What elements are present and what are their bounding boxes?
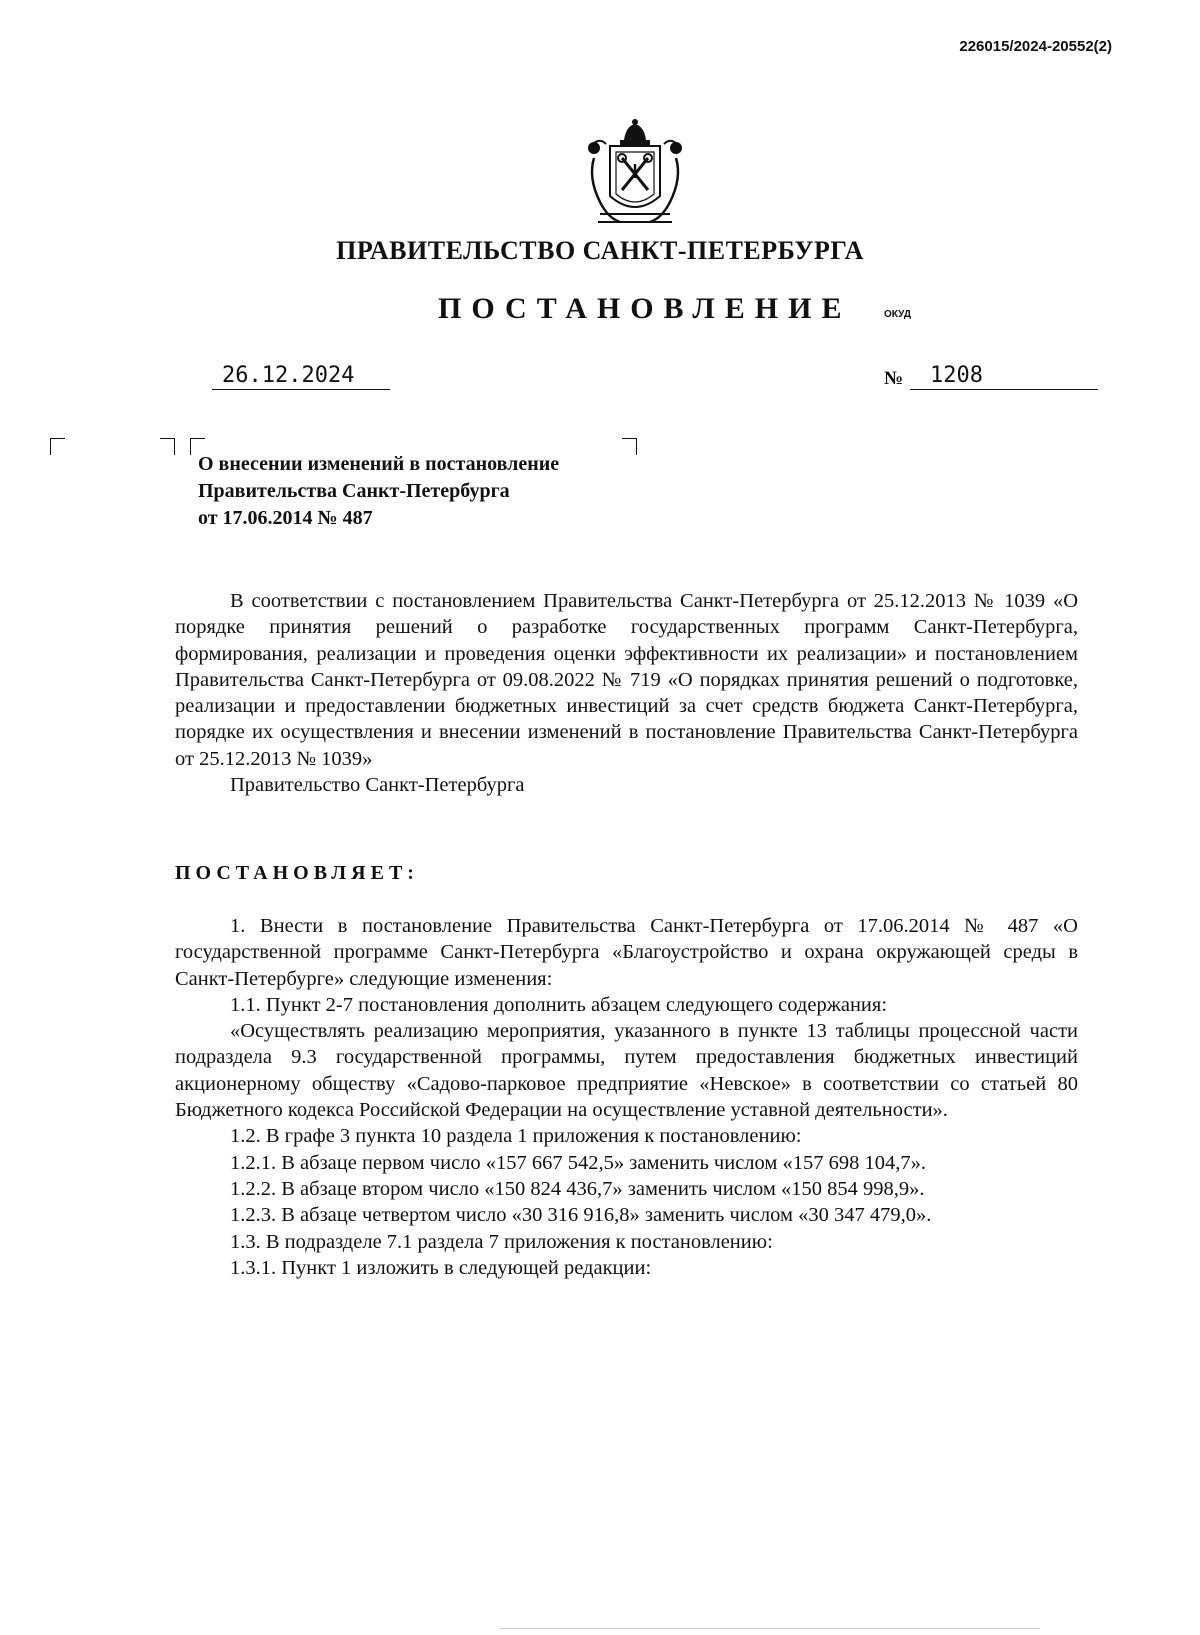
list-item: 1.2. В графе 3 пункта 10 раздела 1 приложения к постановлению:: [230, 1125, 802, 1148]
list-item: «Осуществлять реализацию мероприятия, указанного в пункте 13 таблицы процессной части подраздела 9.3 государственной программы, путем предоставления бюджетных инвестиций акционерному обществу «Садово-парковое предприятие «Невское» в соответствии со статьей 80 Бюджетного кодекса Российской Федерации на осуществление уставной деятельности».: [175, 1020, 1078, 1122]
resolution-items: [175, 913, 1078, 1281]
authority-title: ПРАВИТЕЛЬСТВО САНКТ-ПЕТЕРБУРГА: [336, 236, 864, 265]
subject-line: О внесении изменений в постановление: [198, 453, 560, 475]
document-subject: [198, 451, 559, 532]
corner-mark: [160, 438, 175, 455]
list-item: 1.3.1. Пункт 1 изложить в следующей редакции:: [230, 1256, 652, 1279]
page-edge-divider: [500, 1628, 1040, 1629]
resolves-heading: ПОСТАНОВЛЯЕТ:: [175, 862, 419, 884]
registration-number: 226015/2024-20552(2): [959, 38, 1112, 55]
list-item: 1. Внести в постановление Правительства Санкт-Петербурга от 17.06.2014 № 487 «О государственной программе Санкт-Петербурга «Благоустройство и охрана окружающей среды в Санкт-Петербурге» следующие изменения:: [175, 915, 1078, 990]
preamble-paragraph: [175, 588, 1078, 798]
list-item: 1.2.2. В абзаце втором число «150 824 436,7» заменить числом «150 854 998,9».: [230, 1177, 925, 1200]
preamble-end: Правительство Санкт-Петербурга: [230, 774, 525, 797]
list-item: 1.2.1. В абзаце первом число «157 667 542,5» заменить числом «157 698 104,7».: [230, 1151, 926, 1174]
document-type-title: ПОСТАНОВЛЕНИЕ: [438, 292, 852, 325]
list-item: 1.1. Пункт 2-7 постановления дополнить абзацем следующего содержания:: [230, 993, 888, 1016]
preamble-text: В соответствии с постановлением Правительства Санкт-Петербурга от 25.12.2013 № 1039 «О порядке принятия решений о разработке государственных программ Санкт-Петербурга, формирования, реализации и проведения оценки эффективности их реализации» и постановлением Правительства Санкт-Петербурга от 09.08.2022 № 719 «О порядках принятия решений о подготовке, реализации и предоставлении бюджетных инвестиций за счет средств бюджета Санкт-Петербурга, порядке их осуществления и внесении изменений в постановление Правительства Санкт-Петербурга от 25.12.2013 № 1039»: [175, 590, 1078, 770]
corner-mark: [622, 438, 637, 455]
subject-line: Правительства Санкт-Петербурга: [198, 480, 510, 502]
subject-line: от 17.06.2014 № 487: [198, 507, 373, 529]
list-item: 1.2.3. В абзаце четвертом число «30 316 916,8» заменить числом «30 347 479,0».: [230, 1204, 932, 1227]
document-date: 26.12.2024: [212, 363, 390, 390]
number-label: №: [884, 368, 904, 389]
okud-label: ОКУД: [884, 309, 911, 320]
corner-mark: [50, 438, 65, 455]
list-item: 1.3. В подразделе 7.1 раздела 7 приложения к постановлению:: [230, 1230, 773, 1253]
spb-coat-of-arms-icon: [580, 118, 690, 234]
document-number: 1208: [910, 363, 1098, 390]
